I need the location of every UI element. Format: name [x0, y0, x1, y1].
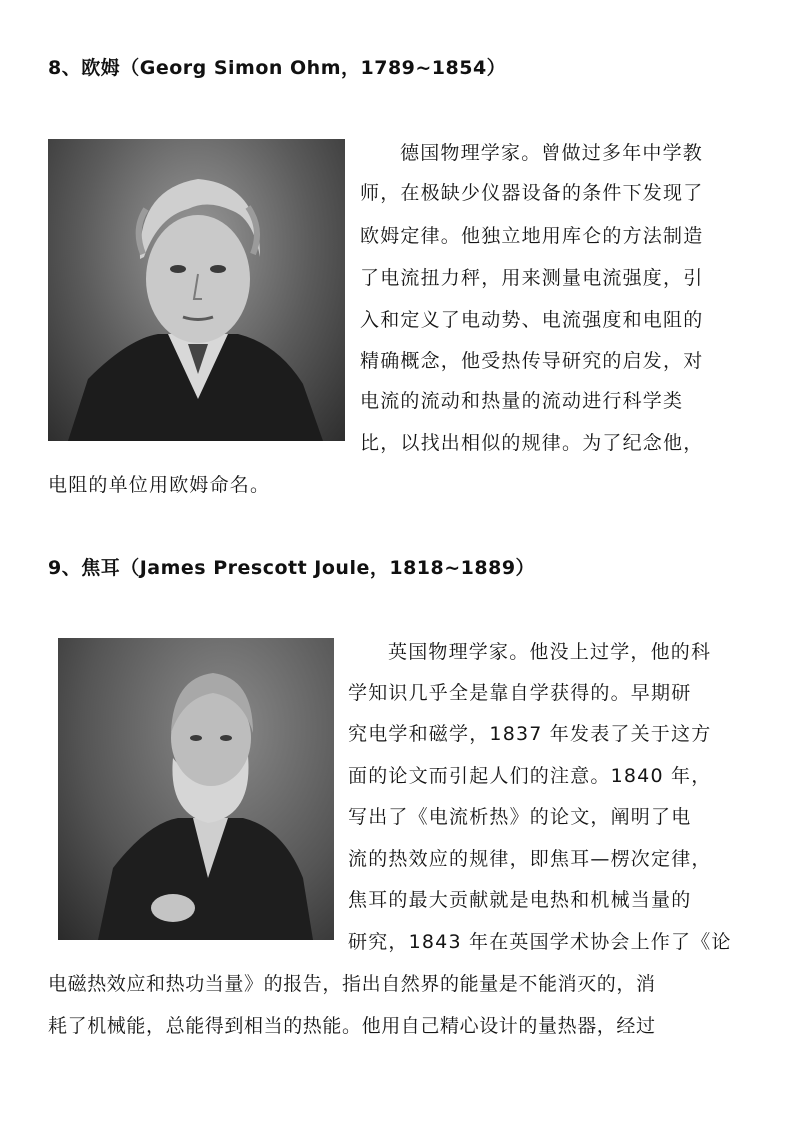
joule-text-line: 面的论文而引起人们的注意。1840 年， [348, 765, 712, 787]
ohm-text-line: 比，以找出相似的规律。为了纪念他， [360, 432, 704, 454]
joule-text-line: 写出了《电流析热》的论文，阐明了电 [348, 806, 692, 828]
joule-text-line: 研究，1843 年在英国学术协会上作了《论 [348, 931, 732, 953]
ohm-text-line: 欧姆定律。他独立地用库仑的方法制造 [360, 225, 704, 247]
joule-text-line: 学知识几乎全是靠自学获得的。早期研 [348, 682, 692, 704]
joule-text-line: 焦耳的最大贡献就是电热和机械当量的 [348, 889, 692, 911]
ohm-text-line: 德国物理学家。曾做过多年中学教 [400, 142, 704, 164]
joule-text-line: 电磁热效应和热功当量》的报告，指出自然界的能量是不能消灭的，消 [48, 973, 656, 995]
portrait-ohm-image [48, 139, 345, 441]
ohm-text-line: 了电流扭力秤，用来测量电流强度，引 [360, 267, 704, 289]
ohm-text-line: 师，在极缺少仪器设备的条件下发现了 [360, 182, 704, 204]
ohm-text-line: 入和定义了电动势、电流强度和电阻的 [360, 309, 704, 331]
joule-text-line: 耗了机械能，总能得到相当的热能。他用自己精心设计的量热器，经过 [48, 1015, 656, 1037]
ohm-text-line: 精确概念，他受热传导研究的启发，对 [360, 350, 704, 372]
section-heading-ohm: 8、欧姆（Georg Simon Ohm，1789~1854） [48, 57, 507, 79]
section-heading-joule: 9、焦耳（James Prescott Joule，1818~1889） [48, 557, 536, 579]
joule-text-line: 究电学和磁学，1837 年发表了关于这方 [348, 723, 712, 745]
joule-text-line: 流的热效应的规律，即焦耳—楞次定律， [348, 848, 712, 870]
ohm-text-line: 电阻的单位用欧姆命名。 [48, 474, 271, 496]
portrait-joule-image [58, 638, 334, 940]
ohm-text-line: 电流的流动和热量的流动进行科学类 [360, 390, 684, 412]
joule-text-line: 英国物理学家。他没上过学，他的科 [388, 641, 712, 663]
